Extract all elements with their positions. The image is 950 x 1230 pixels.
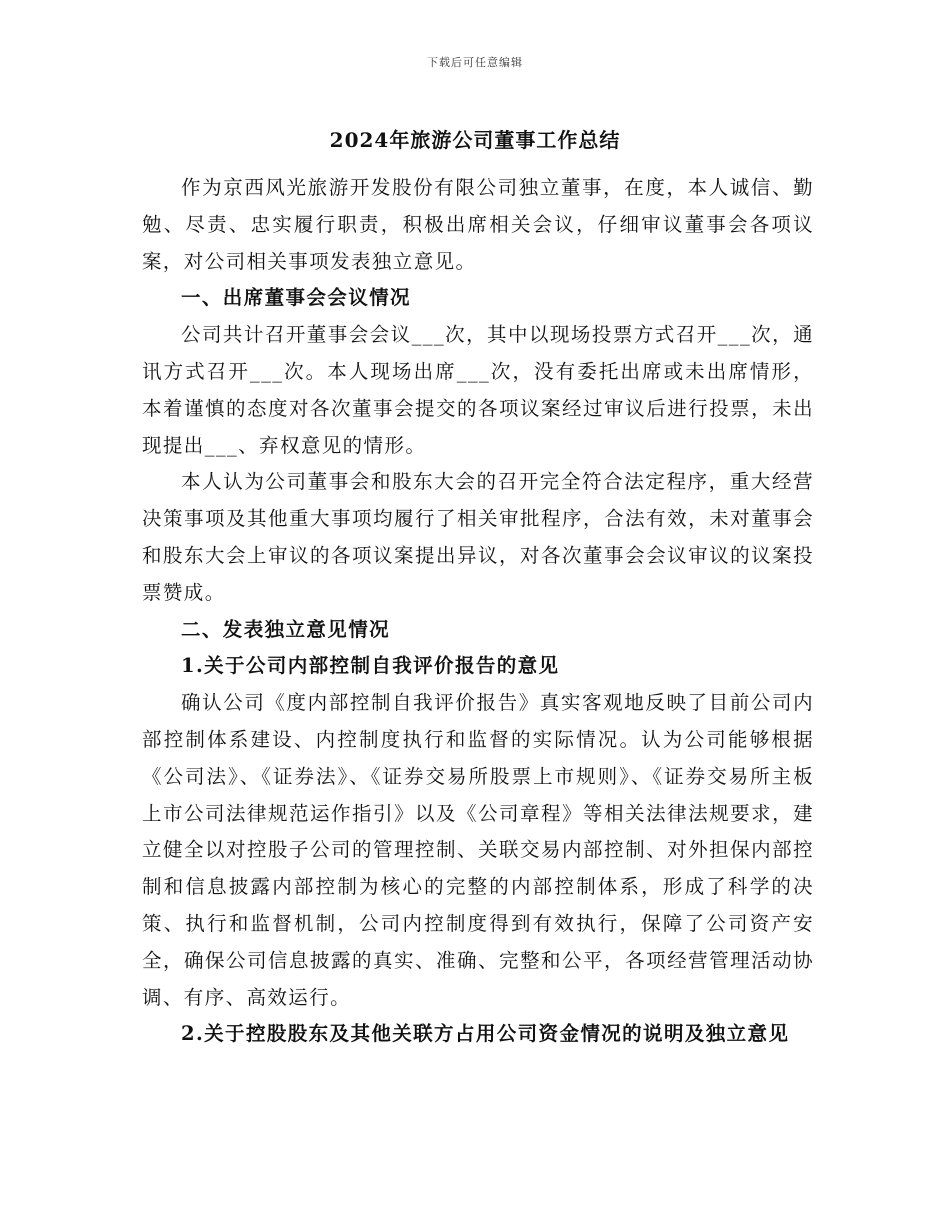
section-2-heading: 二、发表独立意见情况	[181, 617, 391, 641]
intro-paragraph: 作为京西风光旅游开发股份有限公司独立董事，在度，本人诚信、勤勉、尽责、忠实履行职责，积极出席相关会议，仔细审议董事会各项议案，对公司相关事项发表独立意见。	[142, 176, 814, 273]
section-1-paragraph-2: 本人认为公司董事会和股东大会的召开完全符合法定程序，重大经营决策事项及其他重大事项均履行了相关审批程序，合法有效，未对董事会和股东大会上审议的各项议案提出异议，对各次董事会会议审议的议案投票赞成。	[142, 470, 814, 604]
page-header-note: 下载后可任意编辑	[427, 56, 523, 69]
section-1-heading: 一、出席董事会会议情况	[181, 286, 411, 310]
item-1-heading: 1.关于公司内部控制自我评价报告的意见	[181, 654, 560, 678]
document-title: 2024年旅游公司董事工作总结	[329, 128, 621, 152]
item-2-heading: 2.关于控股股东及其他关联方占用公司资金情况的说明及独立意见	[181, 1022, 790, 1046]
section-1-paragraph-1: 公司共计召开董事会会议___次，其中以现场投票方式召开___次，通讯方式召开___次。本人现场出席___次，没有委托出席或未出席情形，本着谨慎的态度对各次董事会提交的各项议案经过审议后进行投票，未出现提出___、弃权意见的情形。	[142, 323, 814, 457]
item-1-paragraph: 确认公司《度内部控制自我评价报告》真实客观地反映了目前公司内部控制体系建设、内控制度执行和监督的实际情况。认为公司能够根据《公司法》、《证券法》、《证券交易所股票上市规则》、《证券交易所主板上市公司法律规范运作指引》以及《公司章程》等相关法律法规要求，建立健全以对控股子公司的管理控制、关联交易内部控制、对外担保内部控制和信息披露内部控制为核心的完整的内部控制体系，形成了科学的决策、执行和监督机制，公司内控制度得到有效执行，保障了公司资产安全，确保公司信息披露的真实、准确、完整和公平，各项经营管理活动协调、有序、高效运行。	[142, 691, 814, 1009]
document-body	[142, 170, 814, 1053]
